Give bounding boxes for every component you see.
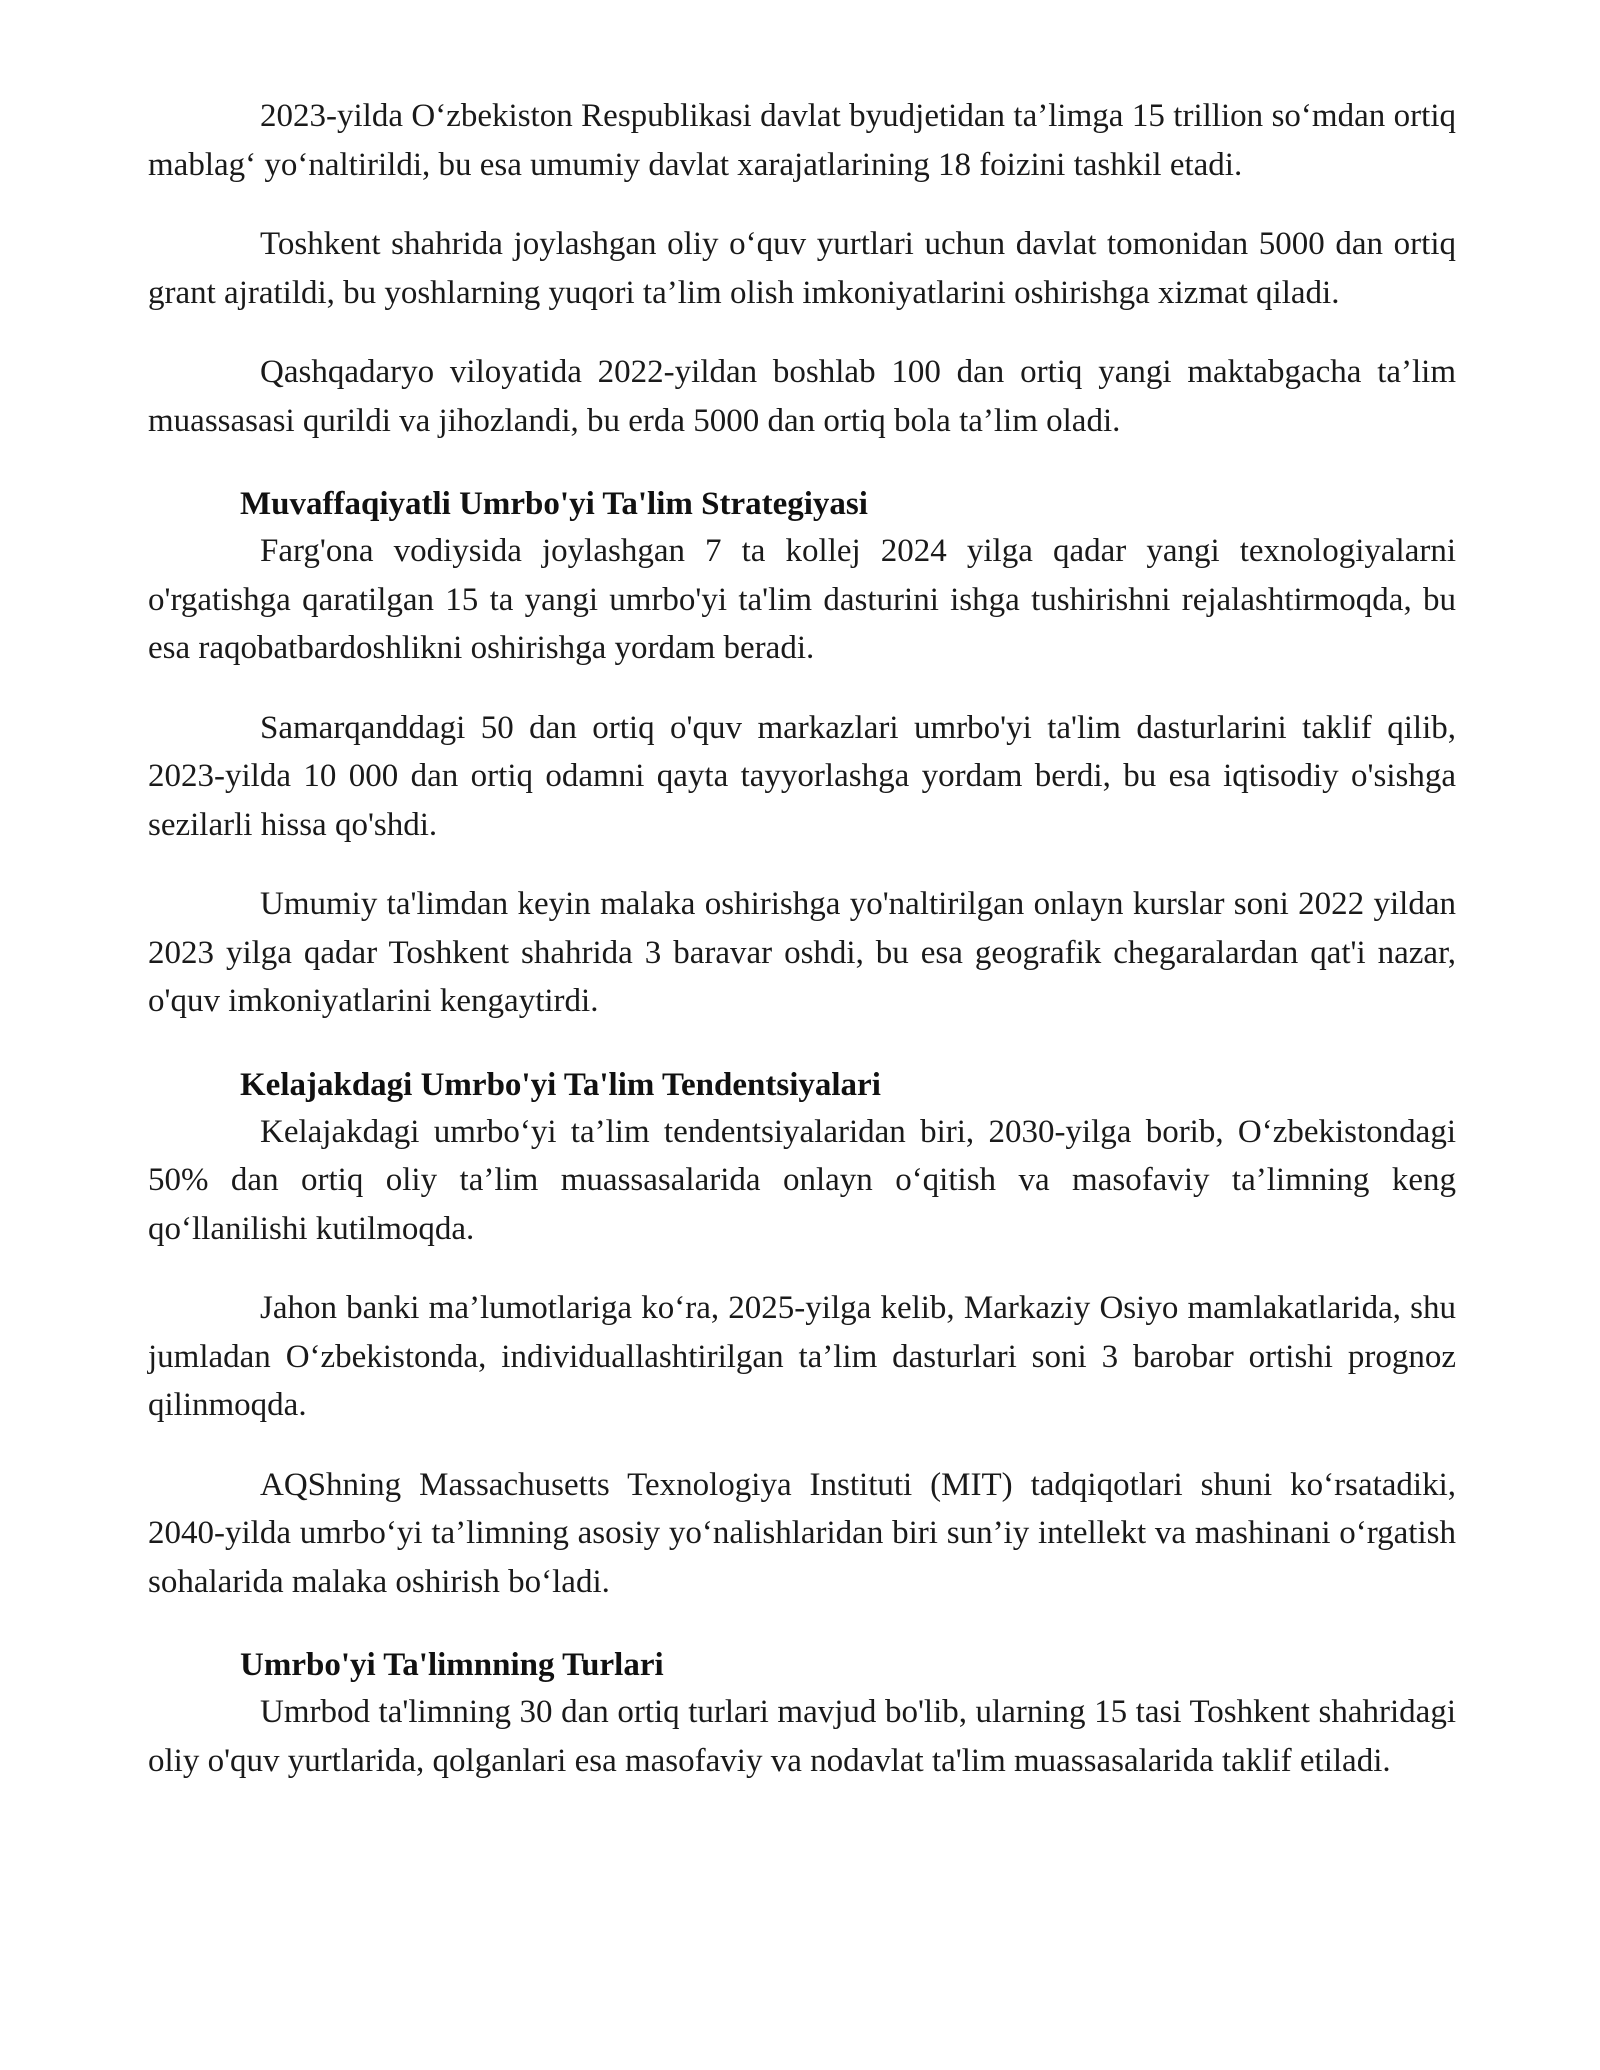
section-heading: Muvaffaqiyatli Umrbo'yi Ta'lim Strategiyasi <box>240 486 868 522</box>
paragraph: Jahon banki ma’lumotlariga ko‘ra, 2025-yilga kelib, Markaziy Osiyo mamlakatlarida, shu jumladan O‘zbekistonda, individuallashtirilgan ta’lim dasturlari soni 3 barobar ortishi prognoz qilinmoqda. <box>148 1290 1456 1423</box>
section-heading: Umrbo'yi Ta'limnning Turlari <box>240 1647 664 1683</box>
paragraph: Farg'ona vodiysida joylashgan 7 ta kollej 2024 yilga qadar yangi texnologiyalarni o'rgatishga qaratilgan 15 ta yangi umrbo'yi ta'lim dasturini ishga tushirishni rejalashtirmoqda, bu esa raqobatbardoshlikni oshirishga yordam beradi. <box>148 533 1456 666</box>
paragraph: Samarqanddagi 50 dan ortiq o'quv markazlari umrbo'yi ta'lim dasturlarini taklif qilib, 2023-yilda 10 000 dan ortiq odamni qayta tayyorlashga yordam berdi, bu esa iqtisodiy o'sishga sezilarli hissa qo'shdi. <box>148 709 1456 843</box>
paragraph: 2023-yilda O‘zbekiston Respublikasi davlat byudjetidan ta’limga 15 trillion so‘mdan ortiq mablag‘ yo‘naltirildi, bu esa umumiy davlat xarajatlarining 18 foizini tashkil etadi. <box>148 98 1456 183</box>
paragraph: Toshkent shahrida joylashgan oliy o‘quv yurtlari uchun davlat tomonidan 5000 dan ortiq grant ajratildi, bu yoshlarning yuqori ta’lim olish imkoniyatlarini oshirishga xizmat qiladi. <box>148 226 1456 311</box>
paragraph: Qashqadaryo viloyatida 2022-yildan boshlab 100 dan ortiq yangi maktabgacha ta’lim muassasasi qurildi va jihozlandi, bu erda 5000 dan ortiq bola ta’lim oladi. <box>148 354 1456 439</box>
paragraph: Umumiy ta'limdan keyin malaka oshirishga yo'naltirilgan onlayn kurslar soni 2022 yildan 2023 yilga qadar Toshkent shahrida 3 baravar oshdi, bu esa geografik chegaralardan qat'i nazar, o'quv imkoniyatlarini kengaytirdi. <box>148 886 1456 1019</box>
paragraph: Umrbod ta'limning 30 dan ortiq turlari mavjud bo'lib, ularning 15 tasi Toshkent shahridagi oliy o'quv yurtlarida, qolganlari esa masofaviy va nodavlat ta'lim muassasalarida taklif etiladi. <box>148 1694 1456 1779</box>
paragraph: AQShning Massachusetts Texnologiya Instituti (MIT) tadqiqotlari shuni ko‘rsatadiki, 2040-yilda umrbo‘yi ta’limning asosiy yo‘nalishlaridan biri sun’iy intellekt va mashinani o‘rgatish sohalarida malaka oshirish bo‘ladi. <box>148 1466 1456 1600</box>
section-heading: Kelajakdagi Umrbo'yi Ta'lim Tendentsiyalari <box>240 1066 881 1103</box>
document-body <box>148 92 1456 1785</box>
paragraph: Kelajakdagi umrbo‘yi ta’lim tendentsiyalaridan biri, 2030-yilga borib, O‘zbekistondagi 50% dan ortiq oliy ta’lim muassasalarida onlayn o‘qitish va masofaviy ta’limning keng qo‘llanilishi kutilmoqda. <box>148 1113 1456 1247</box>
